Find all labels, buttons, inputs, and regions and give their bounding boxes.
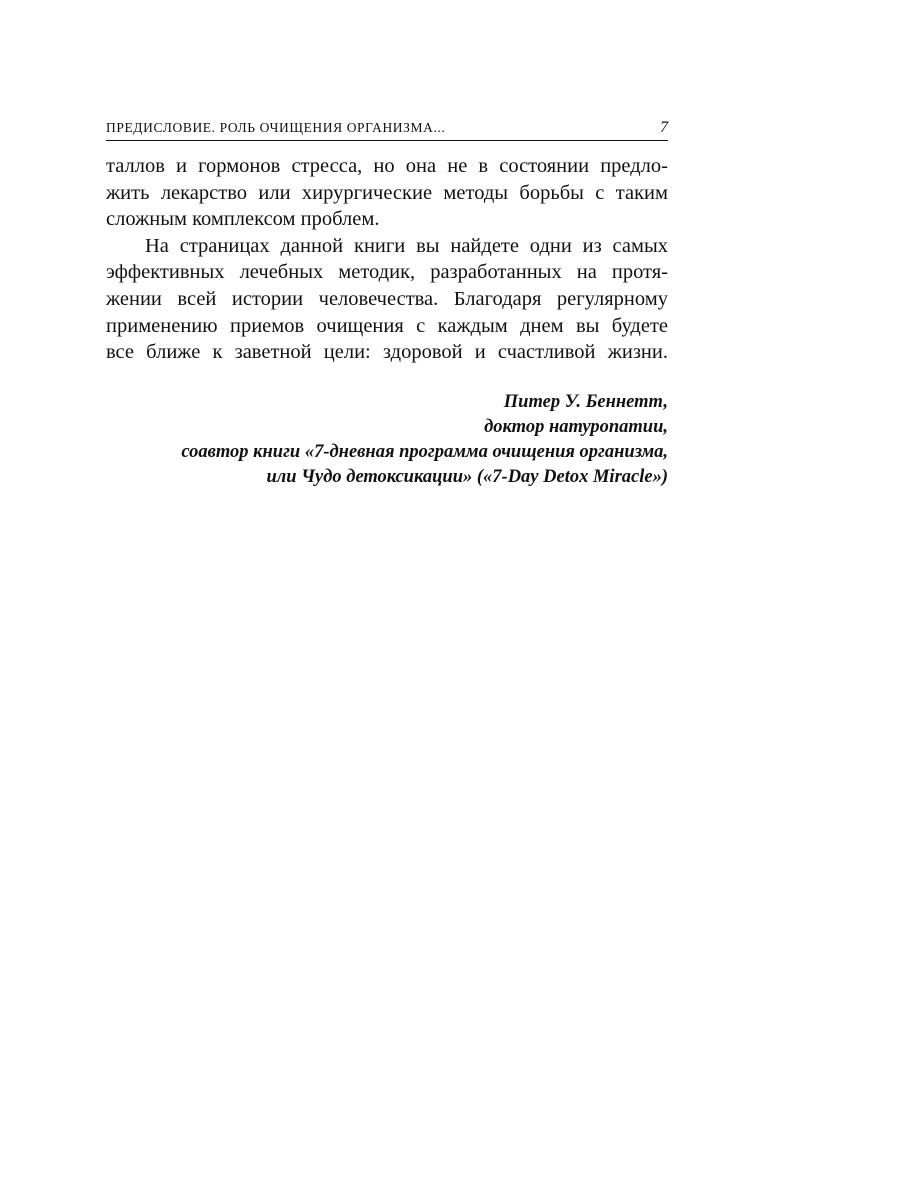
paragraph-line: эффективных лечебных методик, разработанных на протя- [106,261,668,284]
paragraph-1 [106,153,668,233]
page-number: 7 [660,119,668,136]
running-header [106,118,668,141]
paragraph-line: сложным комплексом проблем. [106,208,380,231]
paragraph-line: все ближе к заветной цели: здоровой и счастливой жизни. [106,341,668,364]
paragraph-line: жении всей истории человечества. Благодаря регулярному [106,287,668,310]
running-title: ПРЕДИСЛОВИЕ. РОЛЬ ОЧИЩЕНИЯ ОРГАНИЗМА... [106,120,446,135]
signature-book-line: или Чудо детоксикации» («7-Day Detox Miracle») [266,467,668,487]
paragraph-line: таллов и гормонов стресса, но она не в состоянии предло- [106,155,668,177]
paragraph-2 [106,233,668,366]
paragraph-line: жить лекарство или хирургические методы борьбы с таким [106,181,668,204]
signature-author-title: доктор натуропатии, [484,417,668,437]
body-text [106,153,668,366]
paragraph-line: применению приемов очищения с каждым днем вы будете [106,314,668,337]
paragraph-line: На страницах данной книги вы найдете одни из самых [145,234,668,257]
author-signature [106,390,668,490]
signature-book-line: соавтор книги «7-дневная программа очищения организма, [181,442,668,462]
signature-author-name: Питер У. Беннетт, [503,392,668,412]
